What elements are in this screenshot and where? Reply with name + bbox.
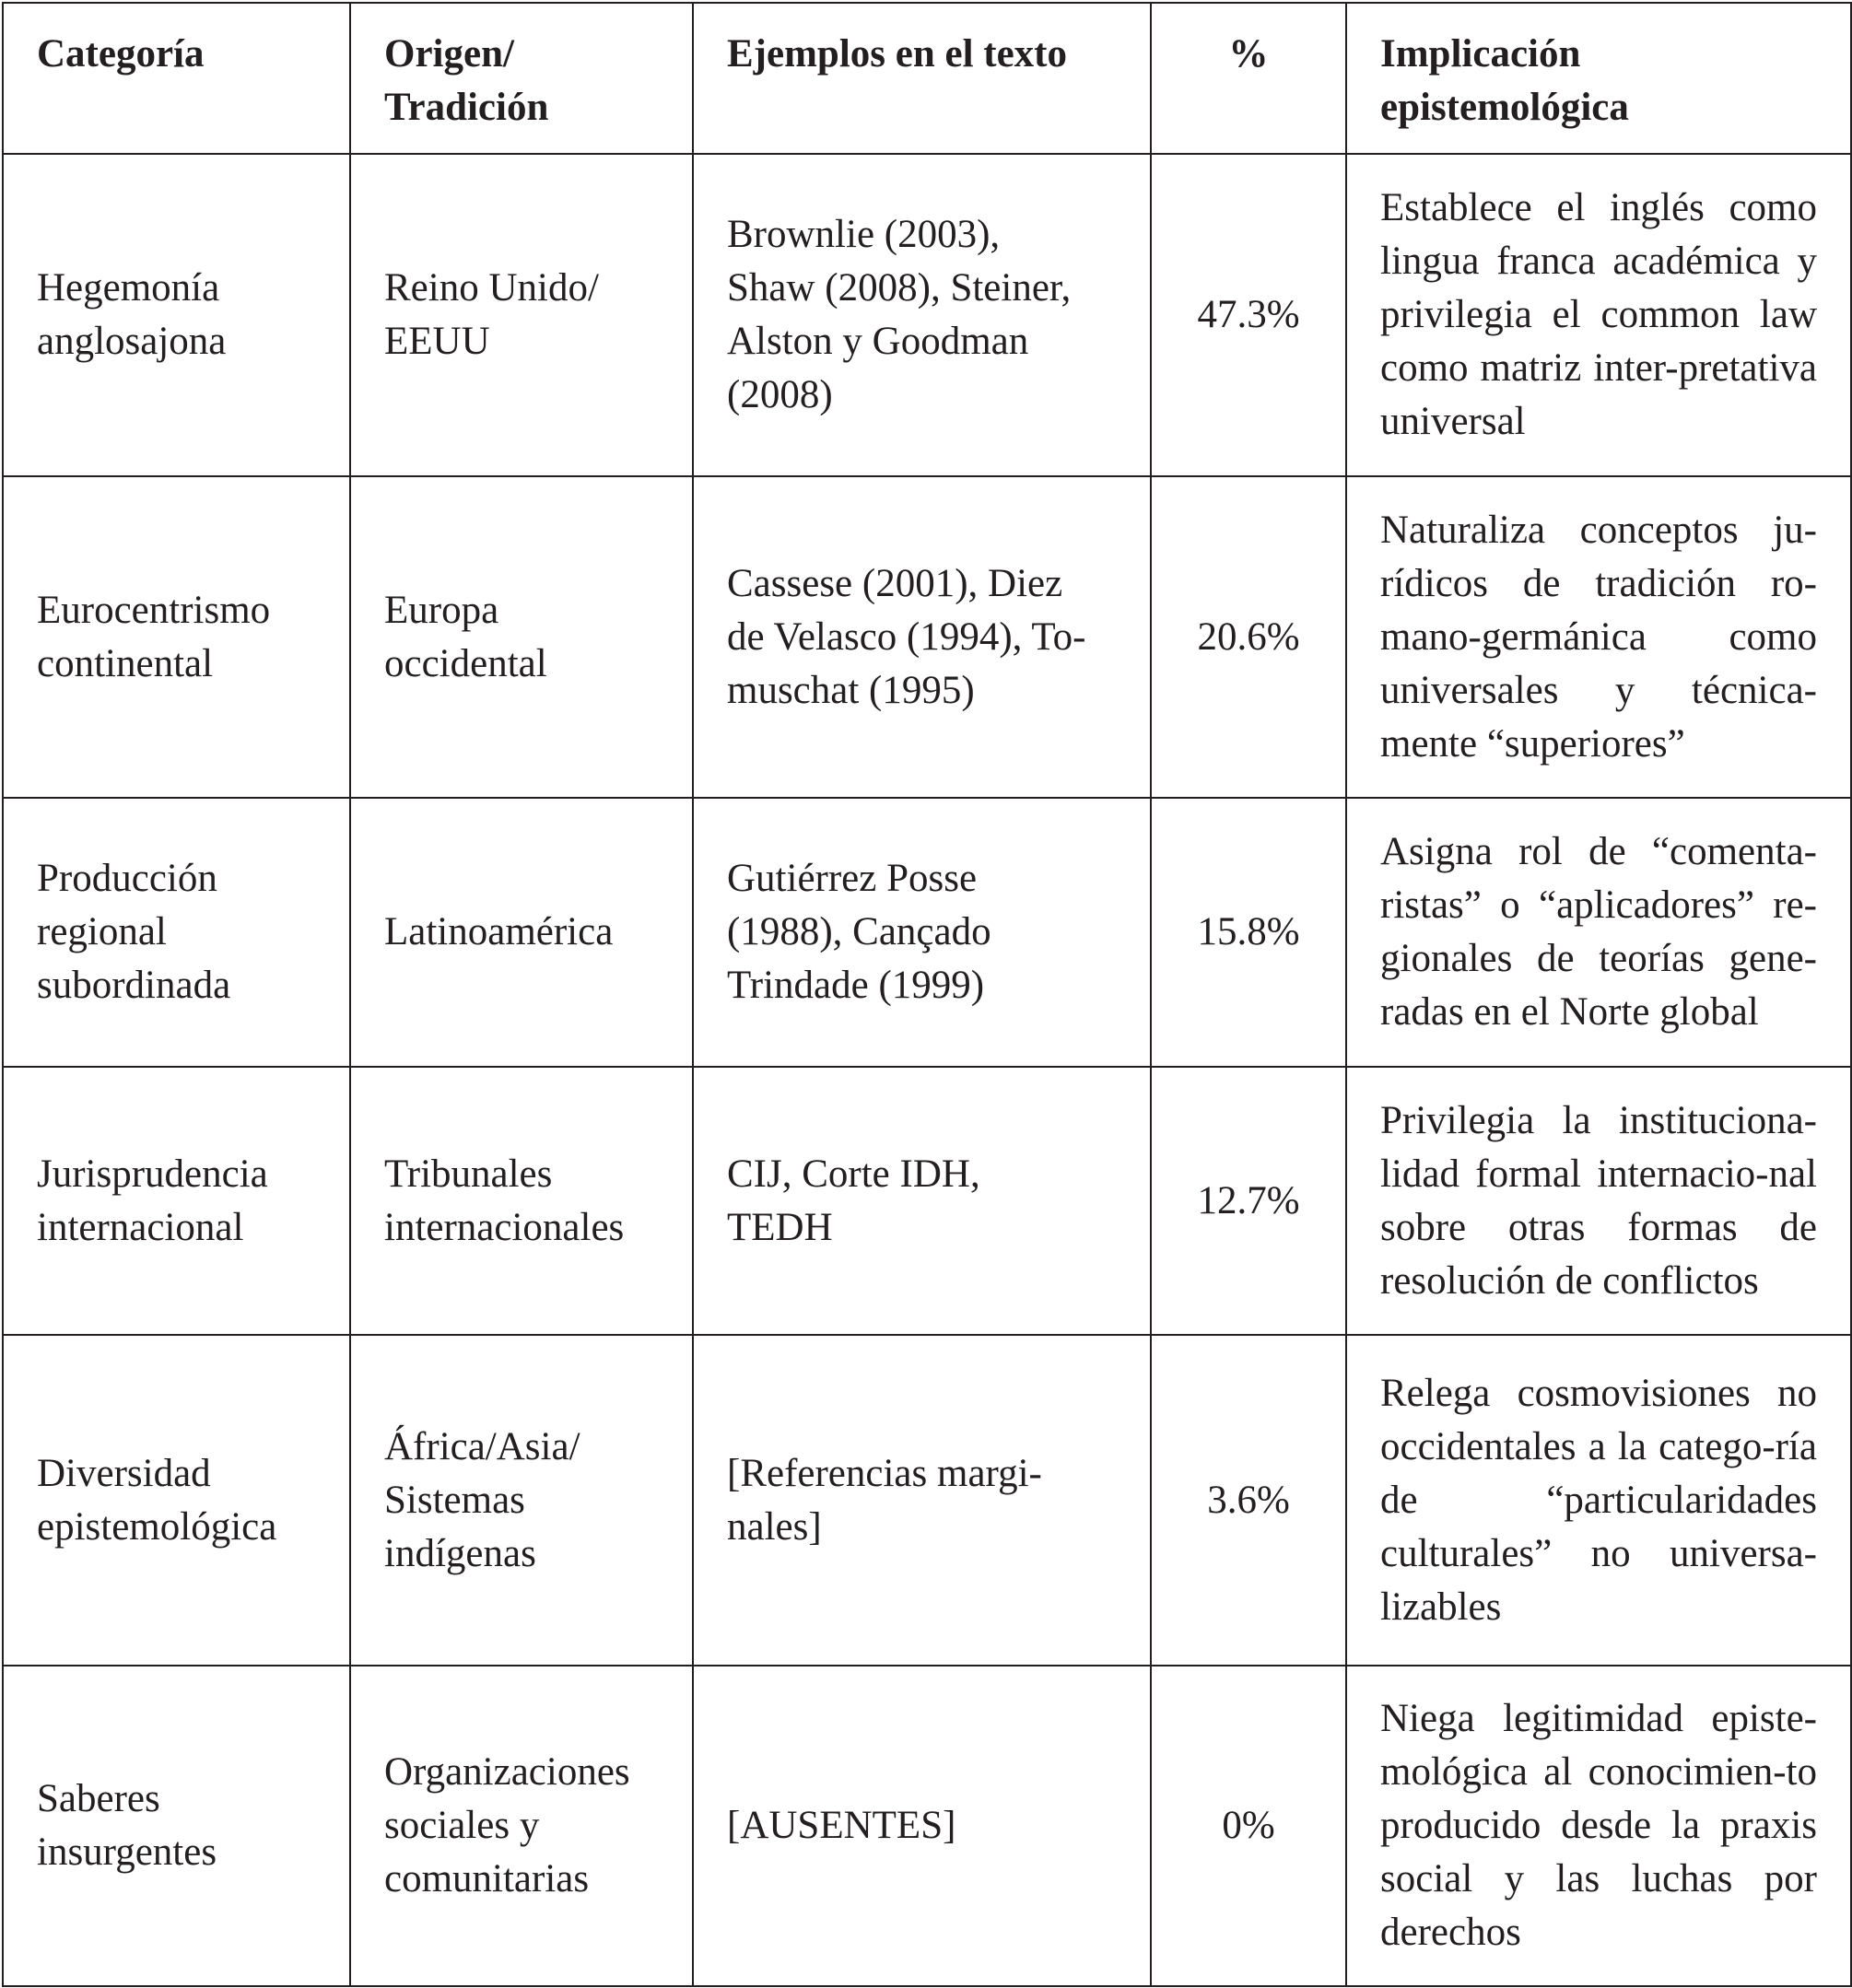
- cell-categoria: Saberes insurgentes: [3, 1666, 350, 1986]
- cell-implicacion: Asigna rol de “comenta-ristas” o “aplicadores” re-gionales de teorías gene-radas en el Norte global: [1346, 798, 1851, 1067]
- cell-implicacion: Privilegia la instituciona-lidad formal internacio-nal sobre otras formas de resolución de conflictos: [1346, 1067, 1851, 1335]
- cell-categoria: Diversidad epistemológica: [3, 1335, 350, 1666]
- cell-porcentaje: 3.6%: [1151, 1335, 1346, 1666]
- cell-porcentaje: 0%: [1151, 1666, 1346, 1986]
- table-row: [3, 1335, 1851, 1666]
- header-categoria: Categoría: [3, 3, 350, 154]
- header-implicacion: Implicación epistemológica: [1346, 3, 1851, 154]
- table-row: [3, 1067, 1851, 1335]
- cell-ejemplos: [AUSENTES]: [693, 1666, 1151, 1986]
- cell-origen: Europa occidental: [350, 476, 693, 798]
- cell-origen: Organizaciones sociales y comunitarias: [350, 1666, 693, 1986]
- cell-ejemplos: Gutiérrez Posse (1988), Cançado Trindade (1999): [693, 798, 1151, 1067]
- cell-categoria: Hegemonía anglosajona: [3, 154, 350, 476]
- table-row: [3, 476, 1851, 798]
- cell-implicacion: Relega cosmovisiones no occidentales a la catego-ría de “particularidades culturales” no universa-lizables: [1346, 1335, 1851, 1666]
- cell-categoria: Producción regional subordinada: [3, 798, 350, 1067]
- header-porcentaje: %: [1151, 3, 1346, 154]
- cell-implicacion: Naturaliza conceptos ju-rídicos de tradición ro-mano-germánica como universales y técnica-mente “superiores”: [1346, 476, 1851, 798]
- cell-ejemplos: CIJ, Corte IDH, TEDH: [693, 1067, 1151, 1335]
- table-row: [3, 154, 1851, 476]
- cell-origen: África/Asia/ Sistemas indígenas: [350, 1335, 693, 1666]
- cell-origen: Latinoamérica: [350, 798, 693, 1067]
- cell-origen: Reino Unido/ EEUU: [350, 154, 693, 476]
- cell-categoria: Jurisprudencia internacional: [3, 1067, 350, 1335]
- cell-ejemplos: Cassese (2001), Diez de Velasco (1994), To- muschat (1995): [693, 476, 1151, 798]
- cell-porcentaje: 12.7%: [1151, 1067, 1346, 1335]
- header-ejemplos: Ejemplos en el texto: [693, 3, 1151, 154]
- cell-porcentaje: 20.6%: [1151, 476, 1346, 798]
- cell-ejemplos: [Referencias margi- nales]: [693, 1335, 1151, 1666]
- header-origen: Origen/ Tradición: [350, 3, 693, 154]
- cell-implicacion: Establece el inglés como lingua franca académica y privilegia el common law como matriz inter-pretativa universal: [1346, 154, 1851, 476]
- cell-porcentaje: 47.3%: [1151, 154, 1346, 476]
- cell-origen: Tribunales internacionales: [350, 1067, 693, 1335]
- cell-porcentaje: 15.8%: [1151, 798, 1346, 1067]
- table-row: [3, 1666, 1851, 1986]
- cell-implicacion: Niega legitimidad episte-mológica al conocimien-to producido desde la praxis social y las luchas por derechos: [1346, 1666, 1851, 1986]
- cell-categoria: Eurocentrismo continental: [3, 476, 350, 798]
- table-row: [3, 798, 1851, 1067]
- epistemology-table: [2, 2, 1852, 1987]
- cell-ejemplos: Brownlie (2003), Shaw (2008), Steiner, Alston y Goodman (2008): [693, 154, 1151, 476]
- header-row: [3, 3, 1851, 154]
